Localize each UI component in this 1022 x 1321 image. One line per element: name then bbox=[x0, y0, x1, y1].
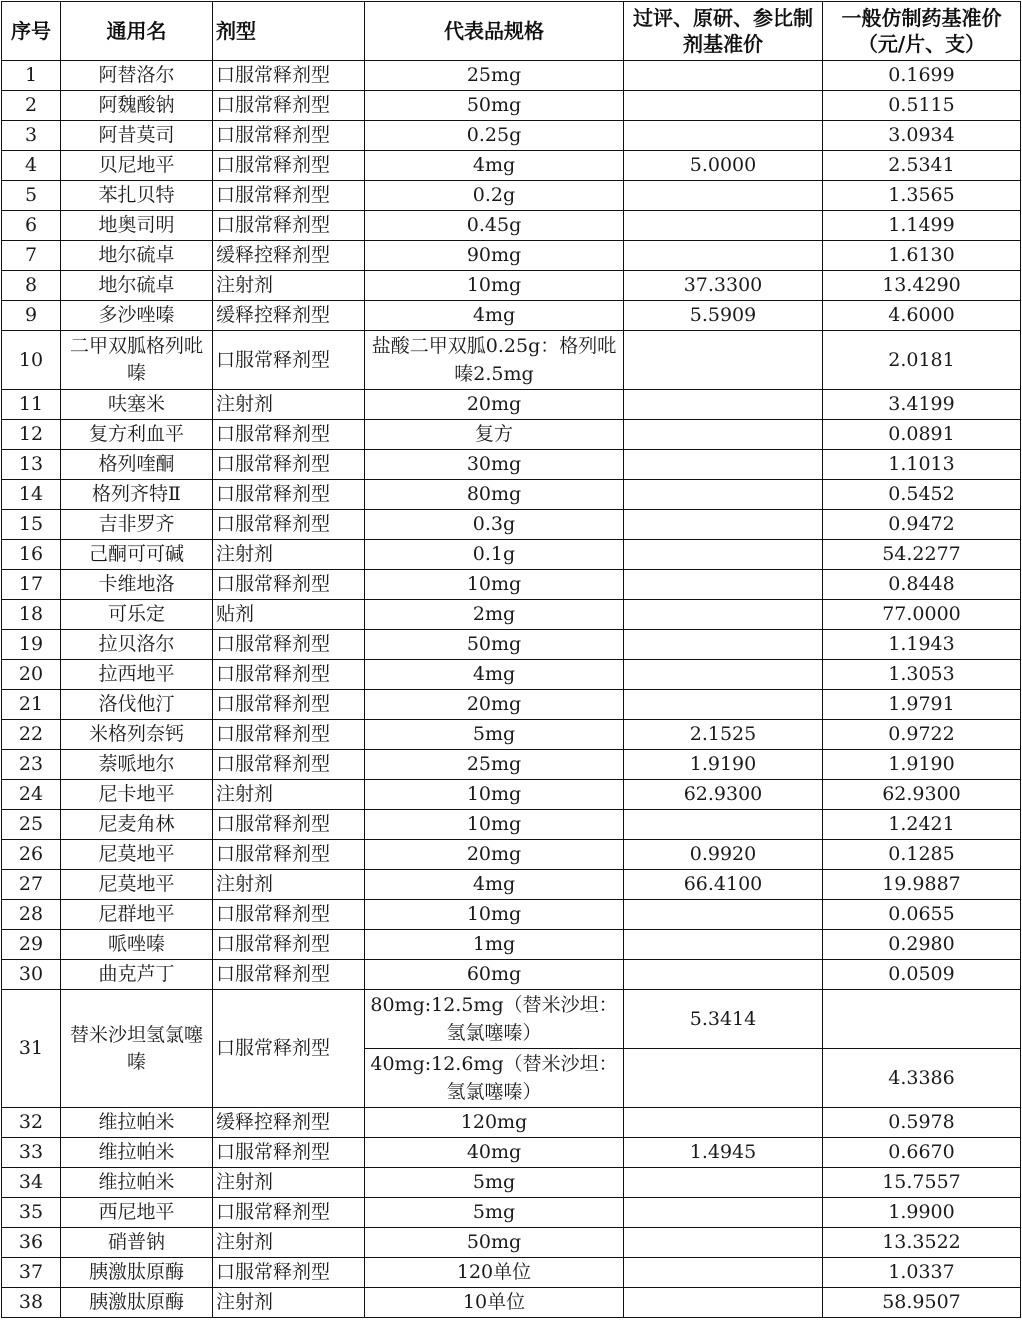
table-row bbox=[2, 660, 1021, 690]
table-row bbox=[2, 930, 1021, 960]
cell-generic-price: 1.2421 bbox=[823, 810, 1021, 840]
cell-name: 拉贝洛尔 bbox=[61, 630, 213, 660]
cell-form: 注射剂 bbox=[213, 780, 365, 810]
cell-ref-price: 5.3414 bbox=[624, 990, 823, 1049]
cell-generic-price: 1.9791 bbox=[823, 690, 1021, 720]
cell-name: 曲克芦丁 bbox=[61, 960, 213, 990]
cell-generic-price: 19.9887 bbox=[823, 870, 1021, 900]
cell-ref-price bbox=[624, 331, 823, 390]
cell-form: 注射剂 bbox=[213, 870, 365, 900]
cell-generic-price: 0.5452 bbox=[823, 480, 1021, 510]
header-seq: 序号 bbox=[2, 2, 61, 61]
cell-seq: 23 bbox=[2, 750, 61, 780]
cell-seq: 26 bbox=[2, 840, 61, 870]
cell-seq: 30 bbox=[2, 960, 61, 990]
cell-spec: 25mg bbox=[365, 61, 624, 91]
table-row bbox=[2, 241, 1021, 271]
cell-spec: 50mg bbox=[365, 1228, 624, 1258]
cell-spec: 2mg bbox=[365, 600, 624, 630]
table-row bbox=[2, 91, 1021, 121]
cell-generic-price: 0.0891 bbox=[823, 420, 1021, 450]
cell-spec: 20mg bbox=[365, 840, 624, 870]
cell-generic-price: 1.3053 bbox=[823, 660, 1021, 690]
cell-ref-price: 66.4100 bbox=[624, 870, 823, 900]
cell-seq: 5 bbox=[2, 181, 61, 211]
cell-spec: 0.25g bbox=[365, 121, 624, 151]
cell-form: 口服常释剂型 bbox=[213, 900, 365, 930]
cell-seq: 2 bbox=[2, 91, 61, 121]
cell-spec: 50mg bbox=[365, 630, 624, 660]
cell-form: 口服常释剂型 bbox=[213, 480, 365, 510]
cell-form: 缓释控释剂型 bbox=[213, 241, 365, 271]
cell-form: 口服常释剂型 bbox=[213, 181, 365, 211]
cell-form: 口服常释剂型 bbox=[213, 570, 365, 600]
cell-seq: 4 bbox=[2, 151, 61, 181]
cell-generic-price: 0.5115 bbox=[823, 91, 1021, 121]
table-row bbox=[2, 960, 1021, 990]
cell-name: 可乐定 bbox=[61, 600, 213, 630]
cell-seq: 32 bbox=[2, 1108, 61, 1138]
cell-name: 呋塞米 bbox=[61, 390, 213, 420]
cell-generic-price: 13.4290 bbox=[823, 271, 1021, 301]
table-row bbox=[2, 61, 1021, 91]
cell-spec: 4mg bbox=[365, 301, 624, 331]
cell-generic-price: 0.0509 bbox=[823, 960, 1021, 990]
cell-seq: 21 bbox=[2, 690, 61, 720]
cell-form: 注射剂 bbox=[213, 1288, 365, 1318]
cell-spec: 10mg bbox=[365, 271, 624, 301]
cell-ref-price bbox=[624, 211, 823, 241]
table-row bbox=[2, 390, 1021, 420]
cell-generic-price: 1.3565 bbox=[823, 181, 1021, 211]
cell-form: 缓释控释剂型 bbox=[213, 301, 365, 331]
cell-name: 尼群地平 bbox=[61, 900, 213, 930]
cell-generic-price bbox=[823, 990, 1021, 1049]
table-row bbox=[2, 750, 1021, 780]
cell-form: 口服常释剂型 bbox=[213, 151, 365, 181]
cell-ref-price bbox=[624, 1168, 823, 1198]
table-row bbox=[2, 570, 1021, 600]
cell-form: 口服常释剂型 bbox=[213, 91, 365, 121]
drug-price-table bbox=[1, 1, 1021, 1318]
cell-name: 西尼地平 bbox=[61, 1198, 213, 1228]
cell-ref-price: 1.4945 bbox=[624, 1138, 823, 1168]
cell-name: 地尔硫卓 bbox=[61, 241, 213, 271]
cell-form: 口服常释剂型 bbox=[213, 990, 365, 1108]
cell-ref-price bbox=[624, 480, 823, 510]
cell-seq: 34 bbox=[2, 1168, 61, 1198]
table-row bbox=[2, 1108, 1021, 1138]
cell-form: 注射剂 bbox=[213, 1168, 365, 1198]
cell-spec: 40mg bbox=[365, 1138, 624, 1168]
cell-ref-price bbox=[624, 510, 823, 540]
table-row bbox=[2, 540, 1021, 570]
cell-generic-price: 0.9722 bbox=[823, 720, 1021, 750]
table-row bbox=[2, 870, 1021, 900]
cell-generic-price: 0.0655 bbox=[823, 900, 1021, 930]
cell-ref-price bbox=[624, 930, 823, 960]
table-row bbox=[2, 1288, 1021, 1318]
cell-generic-price: 54.2277 bbox=[823, 540, 1021, 570]
header-spec: 代表品规格 bbox=[365, 2, 624, 61]
cell-name: 维拉帕米 bbox=[61, 1138, 213, 1168]
cell-name: 尼麦角林 bbox=[61, 810, 213, 840]
cell-ref-price bbox=[624, 1258, 823, 1288]
cell-name: 苯扎贝特 bbox=[61, 181, 213, 211]
cell-ref-price bbox=[624, 121, 823, 151]
cell-seq: 1 bbox=[2, 61, 61, 91]
table-row bbox=[2, 720, 1021, 750]
cell-form: 口服常释剂型 bbox=[213, 420, 365, 450]
cell-name: 吉非罗齐 bbox=[61, 510, 213, 540]
cell-ref-price bbox=[624, 1228, 823, 1258]
cell-form: 口服常释剂型 bbox=[213, 61, 365, 91]
table-row bbox=[2, 151, 1021, 181]
cell-name: 阿替洛尔 bbox=[61, 61, 213, 91]
cell-name: 硝普钠 bbox=[61, 1228, 213, 1258]
cell-spec: 10mg bbox=[365, 810, 624, 840]
cell-generic-price: 13.3522 bbox=[823, 1228, 1021, 1258]
cell-form: 口服常释剂型 bbox=[213, 450, 365, 480]
cell-ref-price bbox=[624, 810, 823, 840]
cell-name: 卡维地洛 bbox=[61, 570, 213, 600]
cell-form: 注射剂 bbox=[213, 540, 365, 570]
cell-seq: 36 bbox=[2, 1228, 61, 1258]
cell-name: 格列喹酮 bbox=[61, 450, 213, 480]
cell-spec: 0.1g bbox=[365, 540, 624, 570]
cell-name: 胰激肽原酶 bbox=[61, 1258, 213, 1288]
cell-spec: 60mg bbox=[365, 960, 624, 990]
cell-spec: 1mg bbox=[365, 930, 624, 960]
cell-spec: 4mg bbox=[365, 151, 624, 181]
cell-generic-price: 15.7557 bbox=[823, 1168, 1021, 1198]
cell-seq: 19 bbox=[2, 630, 61, 660]
cell-form: 口服常释剂型 bbox=[213, 720, 365, 750]
cell-ref-price bbox=[624, 1108, 823, 1138]
cell-ref-price: 1.9190 bbox=[624, 750, 823, 780]
cell-form: 口服常释剂型 bbox=[213, 690, 365, 720]
cell-ref-price bbox=[624, 181, 823, 211]
cell-generic-price: 1.9900 bbox=[823, 1198, 1021, 1228]
cell-generic-price: 0.6670 bbox=[823, 1138, 1021, 1168]
table-row bbox=[2, 1198, 1021, 1228]
cell-form: 口服常释剂型 bbox=[213, 810, 365, 840]
cell-form: 注射剂 bbox=[213, 390, 365, 420]
table-row bbox=[2, 630, 1021, 660]
cell-name: 尼卡地平 bbox=[61, 780, 213, 810]
cell-seq: 22 bbox=[2, 720, 61, 750]
cell-generic-price: 0.1699 bbox=[823, 61, 1021, 91]
cell-form: 口服常释剂型 bbox=[213, 1258, 365, 1288]
cell-seq: 13 bbox=[2, 450, 61, 480]
cell-generic-price: 0.1285 bbox=[823, 840, 1021, 870]
table-row bbox=[2, 900, 1021, 930]
cell-seq: 37 bbox=[2, 1258, 61, 1288]
cell-spec: 5mg bbox=[365, 720, 624, 750]
table-row bbox=[2, 1168, 1021, 1198]
cell-name: 地尔硫卓 bbox=[61, 271, 213, 301]
cell-seq: 38 bbox=[2, 1288, 61, 1318]
cell-spec: 80mg bbox=[365, 480, 624, 510]
cell-generic-price: 4.6000 bbox=[823, 301, 1021, 331]
cell-form: 口服常释剂型 bbox=[213, 1138, 365, 1168]
cell-name: 尼莫地平 bbox=[61, 870, 213, 900]
cell-spec: 0.45g bbox=[365, 211, 624, 241]
cell-spec: 5mg bbox=[365, 1168, 624, 1198]
cell-name: 维拉帕米 bbox=[61, 1108, 213, 1138]
cell-generic-price: 1.9190 bbox=[823, 750, 1021, 780]
table-row bbox=[2, 510, 1021, 540]
cell-seq: 25 bbox=[2, 810, 61, 840]
cell-ref-price: 2.1525 bbox=[624, 720, 823, 750]
table-row bbox=[2, 301, 1021, 331]
cell-spec: 10mg bbox=[365, 900, 624, 930]
cell-ref-price: 5.5909 bbox=[624, 301, 823, 331]
cell-seq: 18 bbox=[2, 600, 61, 630]
header-name: 通用名 bbox=[61, 2, 213, 61]
cell-seq: 17 bbox=[2, 570, 61, 600]
cell-spec: 40mg:12.6mg（替米沙坦：氢氯噻嗪） bbox=[365, 1049, 624, 1108]
cell-generic-price: 1.1499 bbox=[823, 211, 1021, 241]
cell-seq: 11 bbox=[2, 390, 61, 420]
cell-ref-price bbox=[624, 630, 823, 660]
cell-ref-price bbox=[624, 900, 823, 930]
header-row bbox=[2, 2, 1021, 61]
cell-seq: 3 bbox=[2, 121, 61, 151]
cell-ref-price bbox=[624, 390, 823, 420]
cell-seq: 20 bbox=[2, 660, 61, 690]
cell-ref-price bbox=[624, 61, 823, 91]
cell-generic-price: 3.4199 bbox=[823, 390, 1021, 420]
cell-ref-price bbox=[624, 1049, 823, 1108]
cell-ref-price bbox=[624, 570, 823, 600]
cell-name: 萘哌地尔 bbox=[61, 750, 213, 780]
cell-spec: 10mg bbox=[365, 570, 624, 600]
cell-generic-price: 1.1013 bbox=[823, 450, 1021, 480]
cell-form: 口服常释剂型 bbox=[213, 930, 365, 960]
cell-seq: 14 bbox=[2, 480, 61, 510]
cell-spec: 10单位 bbox=[365, 1288, 624, 1318]
cell-spec: 10mg bbox=[365, 780, 624, 810]
cell-spec: 120单位 bbox=[365, 1258, 624, 1288]
cell-form: 注射剂 bbox=[213, 271, 365, 301]
cell-seq: 15 bbox=[2, 510, 61, 540]
cell-name: 米格列奈钙 bbox=[61, 720, 213, 750]
table-row bbox=[2, 331, 1021, 390]
cell-name: 替米沙坦氢氯噻嗪 bbox=[61, 990, 213, 1108]
cell-seq: 28 bbox=[2, 900, 61, 930]
cell-generic-price: 58.9507 bbox=[823, 1288, 1021, 1318]
cell-generic-price: 0.8448 bbox=[823, 570, 1021, 600]
cell-seq: 33 bbox=[2, 1138, 61, 1168]
cell-seq: 27 bbox=[2, 870, 61, 900]
cell-spec: 0.2g bbox=[365, 181, 624, 211]
table-row bbox=[2, 600, 1021, 630]
cell-spec: 30mg bbox=[365, 450, 624, 480]
cell-form: 口服常释剂型 bbox=[213, 121, 365, 151]
cell-ref-price bbox=[624, 540, 823, 570]
cell-spec: 20mg bbox=[365, 390, 624, 420]
table-row bbox=[2, 450, 1021, 480]
header-ref-price: 过评、原研、参比制剂基准价 bbox=[624, 2, 823, 61]
cell-name: 尼莫地平 bbox=[61, 840, 213, 870]
cell-name: 拉西地平 bbox=[61, 660, 213, 690]
table-row bbox=[2, 780, 1021, 810]
cell-generic-price: 1.1943 bbox=[823, 630, 1021, 660]
cell-seq: 7 bbox=[2, 241, 61, 271]
cell-ref-price bbox=[624, 660, 823, 690]
cell-generic-price: 0.9472 bbox=[823, 510, 1021, 540]
cell-name: 己酮可可碱 bbox=[61, 540, 213, 570]
cell-seq: 9 bbox=[2, 301, 61, 331]
cell-ref-price bbox=[624, 420, 823, 450]
cell-generic-price: 0.2980 bbox=[823, 930, 1021, 960]
cell-spec: 25mg bbox=[365, 750, 624, 780]
cell-name: 阿昔莫司 bbox=[61, 121, 213, 151]
cell-generic-price: 0.5978 bbox=[823, 1108, 1021, 1138]
cell-name: 维拉帕米 bbox=[61, 1168, 213, 1198]
table-row bbox=[2, 840, 1021, 870]
table-row bbox=[2, 1138, 1021, 1168]
cell-form: 贴剂 bbox=[213, 600, 365, 630]
cell-seq: 35 bbox=[2, 1198, 61, 1228]
cell-spec: 4mg bbox=[365, 660, 624, 690]
cell-form: 口服常释剂型 bbox=[213, 211, 365, 241]
cell-ref-price: 0.9920 bbox=[624, 840, 823, 870]
cell-spec: 80mg:12.5mg（替米沙坦：氢氯噻嗪） bbox=[365, 990, 624, 1049]
table-row bbox=[2, 810, 1021, 840]
cell-spec: 120mg bbox=[365, 1108, 624, 1138]
cell-seq: 29 bbox=[2, 930, 61, 960]
cell-spec: 复方 bbox=[365, 420, 624, 450]
cell-name: 复方利血平 bbox=[61, 420, 213, 450]
cell-spec: 90mg bbox=[365, 241, 624, 271]
cell-form: 口服常释剂型 bbox=[213, 660, 365, 690]
cell-ref-price bbox=[624, 960, 823, 990]
cell-form: 口服常释剂型 bbox=[213, 1198, 365, 1228]
cell-form: 口服常释剂型 bbox=[213, 960, 365, 990]
table-row bbox=[2, 211, 1021, 241]
cell-name: 胰激肽原酶 bbox=[61, 1288, 213, 1318]
cell-generic-price: 2.0181 bbox=[823, 331, 1021, 390]
cell-seq: 24 bbox=[2, 780, 61, 810]
cell-seq: 6 bbox=[2, 211, 61, 241]
cell-ref-price: 37.3300 bbox=[624, 271, 823, 301]
cell-ref-price bbox=[624, 91, 823, 121]
cell-form: 口服常释剂型 bbox=[213, 630, 365, 660]
cell-name: 贝尼地平 bbox=[61, 151, 213, 181]
cell-ref-price bbox=[624, 241, 823, 271]
cell-spec: 20mg bbox=[365, 690, 624, 720]
cell-ref-price: 62.9300 bbox=[624, 780, 823, 810]
cell-generic-price: 1.0337 bbox=[823, 1258, 1021, 1288]
cell-name: 地奥司明 bbox=[61, 211, 213, 241]
cell-seq: 16 bbox=[2, 540, 61, 570]
cell-name: 哌唑嗪 bbox=[61, 930, 213, 960]
table-row bbox=[2, 480, 1021, 510]
cell-generic-price: 2.5341 bbox=[823, 151, 1021, 181]
cell-spec: 0.3g bbox=[365, 510, 624, 540]
cell-form: 缓释控释剂型 bbox=[213, 1108, 365, 1138]
table-row bbox=[2, 121, 1021, 151]
cell-generic-price: 62.9300 bbox=[823, 780, 1021, 810]
cell-generic-price: 4.3386 bbox=[823, 1049, 1021, 1108]
cell-spec: 5mg bbox=[365, 1198, 624, 1228]
table-row bbox=[2, 420, 1021, 450]
header-form: 剂型 bbox=[213, 2, 365, 61]
cell-ref-price bbox=[624, 690, 823, 720]
cell-ref-price bbox=[624, 600, 823, 630]
cell-spec: 50mg bbox=[365, 91, 624, 121]
cell-name: 多沙唑嗪 bbox=[61, 301, 213, 331]
cell-ref-price bbox=[624, 1198, 823, 1228]
cell-generic-price: 1.6130 bbox=[823, 241, 1021, 271]
header-generic-price: 一般仿制药基准价（元/片、支） bbox=[823, 2, 1021, 61]
table-row bbox=[2, 1228, 1021, 1258]
cell-ref-price bbox=[624, 450, 823, 480]
cell-spec: 盐酸二甲双胍0.25g：格列吡嗪2.5mg bbox=[365, 331, 624, 390]
cell-seq: 8 bbox=[2, 271, 61, 301]
table-row bbox=[2, 1258, 1021, 1288]
cell-seq: 31 bbox=[2, 990, 61, 1108]
table-row bbox=[2, 690, 1021, 720]
cell-seq: 10 bbox=[2, 331, 61, 390]
table-row bbox=[2, 271, 1021, 301]
cell-seq: 12 bbox=[2, 420, 61, 450]
cell-generic-price: 77.0000 bbox=[823, 600, 1021, 630]
table-row bbox=[2, 990, 1021, 1049]
cell-form: 口服常释剂型 bbox=[213, 750, 365, 780]
cell-form: 注射剂 bbox=[213, 1228, 365, 1258]
cell-name: 二甲双胍格列吡嗪 bbox=[61, 331, 213, 390]
cell-name: 格列齐特Ⅱ bbox=[61, 480, 213, 510]
table-row bbox=[2, 181, 1021, 211]
cell-form: 口服常释剂型 bbox=[213, 510, 365, 540]
cell-form: 口服常释剂型 bbox=[213, 840, 365, 870]
cell-generic-price: 3.0934 bbox=[823, 121, 1021, 151]
cell-form: 口服常释剂型 bbox=[213, 331, 365, 390]
cell-spec: 4mg bbox=[365, 870, 624, 900]
cell-name: 洛伐他汀 bbox=[61, 690, 213, 720]
cell-ref-price bbox=[624, 1288, 823, 1318]
cell-ref-price: 5.0000 bbox=[624, 151, 823, 181]
cell-name: 阿魏酸钠 bbox=[61, 91, 213, 121]
